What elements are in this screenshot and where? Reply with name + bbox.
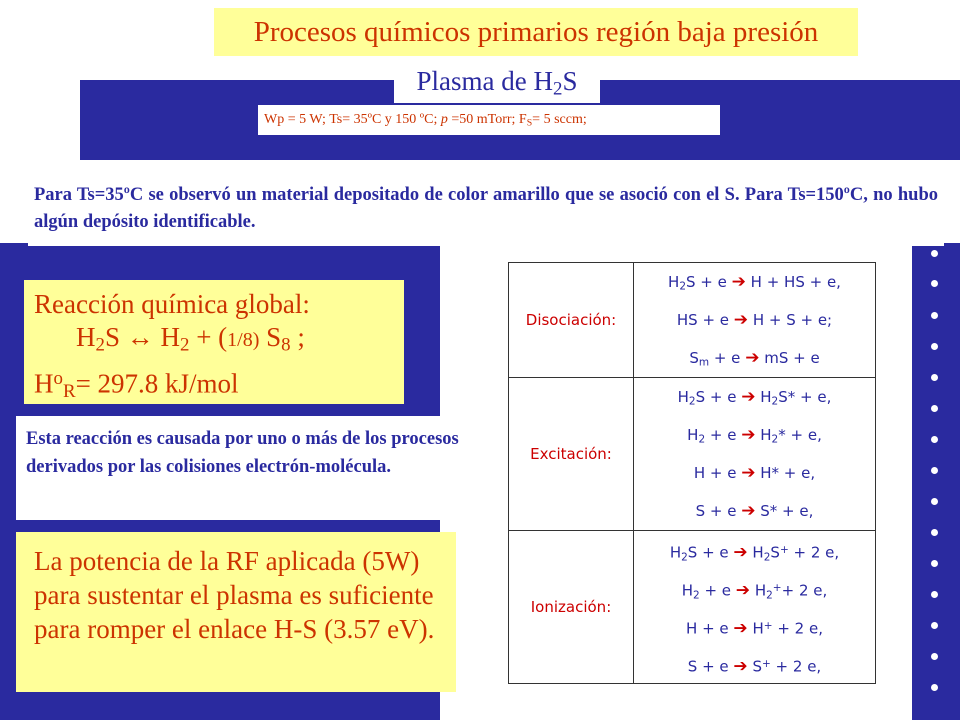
decor-dot (664, 705, 671, 712)
global-reaction-box (24, 280, 404, 404)
equation: S + e ➔ S* + e, (695, 501, 814, 521)
decor-dot (931, 467, 938, 474)
equation: HS + e ➔ H + S + e; (676, 310, 833, 330)
decor-dot (931, 498, 938, 505)
equation: $H_2S + e$ ➔ $H_2S^+ + 2$ e, (669, 542, 840, 564)
arrow-icon: ➔ (741, 463, 756, 483)
cause-text: Esta reacción es causada por uno o más de los procesos derivados por las colisiones electrón-molécula. (16, 416, 474, 520)
arrow-icon: ➔ (741, 425, 756, 445)
eq-subscript: 8 (281, 334, 291, 356)
arrow-icon: ➔ (733, 542, 748, 563)
eq-part: + ( (189, 322, 228, 352)
equation: $S_m + e$ ➔ mS + e (689, 348, 820, 369)
eq-part: S (104, 322, 120, 352)
decor-dot (931, 653, 938, 660)
decor-dot (478, 705, 485, 712)
decor-dot (931, 684, 938, 691)
eq-part: S (259, 322, 282, 352)
slide-title: Procesos químicos primarios región baja presión (214, 8, 858, 56)
category-excitation: Excitación: (509, 378, 634, 531)
decor-dot (850, 705, 857, 712)
eq-subscript: 2 (179, 334, 190, 356)
category-dissociation: Disociación: (509, 263, 634, 378)
decor-dot (633, 705, 640, 712)
equation: S + e ➔ S+ + 2 e, (687, 656, 822, 677)
reaction-heading: Reacción química global: (34, 289, 310, 319)
arrow-icon: ➔ (735, 580, 751, 601)
decor-dot (931, 280, 938, 287)
equation: H + e ➔ H+ + 2 e, (686, 618, 823, 639)
decor-dot (931, 529, 938, 536)
arrow-icon: ➔ (733, 310, 749, 330)
decor-dot (695, 705, 702, 712)
equation: $H_2S + e$ ➔ $H_2S* + e$, (677, 387, 832, 408)
decor-dot (931, 343, 938, 350)
enthalpy-superscript: o (53, 367, 63, 389)
decor-dot (819, 705, 826, 712)
decor-dot (84, 13, 91, 20)
decor-dot (84, 61, 91, 68)
processes-table (508, 262, 876, 684)
excitation-equations (634, 378, 876, 531)
decor-dot (931, 622, 938, 629)
decor-dot (84, 38, 91, 45)
arrow-icon: ➔ (741, 387, 756, 407)
reaction-enthalpy (34, 362, 394, 408)
arrow-icon: ➔ (731, 272, 746, 292)
arrow-icon: ➔ (741, 501, 756, 521)
decor-dot (931, 250, 938, 257)
slide-subtitle (394, 59, 600, 103)
eq-subscript: 2 (95, 334, 105, 356)
pressure-symbol: p (440, 112, 448, 127)
subtitle-subscript: 2 (553, 78, 563, 100)
equilibrium-arrow-icon: ↔ (126, 322, 154, 352)
table-row-dissociation (509, 263, 876, 378)
decor-dot (788, 705, 795, 712)
table-row-ionization (509, 531, 876, 684)
decor-dot (726, 705, 733, 712)
eq-part: ; (290, 322, 305, 352)
flow-subscript: S (526, 117, 533, 129)
decor-dot (881, 705, 888, 712)
category-ionization: Ionización: (509, 531, 634, 684)
reaction-equation (34, 321, 394, 362)
rf-power-text: La potencia de la RF aplicada (5W) para sustentar el plasma es suficiente para romper el enlace H-S (3.57 eV). (16, 532, 456, 692)
subtitle-text: S (562, 66, 578, 96)
decor-dot (931, 560, 938, 567)
observation-text: Para Ts=35ºC se observó un material depositado de color amarillo que se asoció con el S. Para Ts=150ºC, no hubo algún depósito identificable. (28, 174, 944, 246)
decor-dot (931, 405, 938, 412)
table-row-excitation (509, 378, 876, 531)
dissociation-equations (634, 263, 876, 378)
arrow-icon: ➔ (745, 348, 760, 368)
decor-dot (540, 705, 547, 712)
eq-fraction: 1/8) (227, 329, 260, 351)
arrow-icon: ➔ (733, 618, 748, 639)
eq-part: H (76, 322, 96, 352)
subtitle-text: Plasma de H (416, 66, 553, 96)
arrow-icon: ➔ (733, 656, 748, 677)
ionization-equations (634, 531, 876, 684)
conditions-line (258, 105, 720, 135)
decor-dot (571, 705, 578, 712)
decor-dot (602, 705, 609, 712)
conditions-text: = 5 sccm; (532, 112, 587, 127)
equation: $H_2 + e$ ➔ $H_2^++ 2$ e, (681, 580, 828, 602)
decor-dot (931, 436, 938, 443)
enthalpy-subscript: R (62, 380, 76, 402)
eq-part: H (153, 322, 180, 352)
equation: $H_2 + e$ ➔ $H_2* + e$, (687, 425, 822, 446)
decor-dot (931, 591, 938, 598)
enthalpy-symbol: H (34, 368, 54, 399)
conditions-text: Wp = 5 W; Ts= 35ºC y 150 ºC; (264, 112, 441, 127)
processes-table-panel (480, 262, 912, 698)
conditions-text: =50 mTorr; F (447, 112, 527, 127)
equation: H + e ➔ H* + e, (693, 463, 816, 483)
equation: $H_2S + e$ ➔ H + HS + e, (668, 272, 841, 293)
decor-dot (757, 705, 764, 712)
decor-dot (931, 312, 938, 319)
decor-dot (509, 705, 516, 712)
decor-dot (931, 374, 938, 381)
enthalpy-value: = 297.8 kJ/mol (75, 368, 239, 399)
